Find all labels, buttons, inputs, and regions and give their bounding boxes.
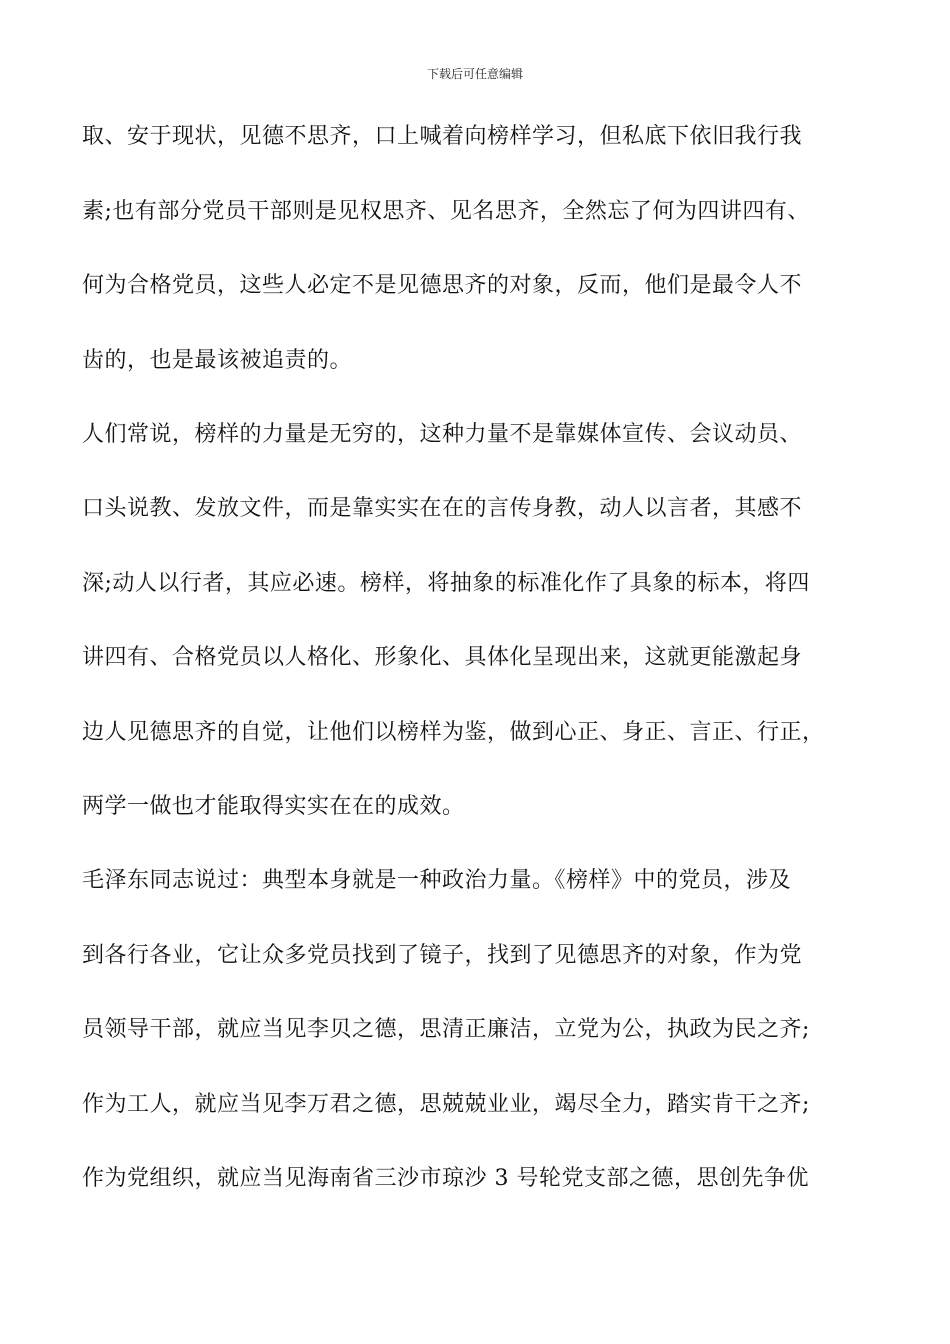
text-line: 齿的，也是最该被追责的。 [82,348,353,373]
text-line: 作为工人，就应当见李万君之德，思兢兢业业，竭尽全力，踏实肯干之齐; [82,1092,810,1117]
text-line: 深;动人以行者，其应必速。榜样，将抽象的标准化作了具象的标本，将四 [82,571,810,596]
page-header: 下载后可任意编辑 [426,67,523,81]
text-line: 员领导干部，就应当见李贝之德，思清正廉洁，立党为公，执政为民之齐; [82,1017,810,1042]
text-line: 素;也有部分党员干部则是见权思齐、见名思齐，全然忘了何为四讲四有、 [82,199,810,224]
text-line: 何为合格党员，这些人必定不是见德思齐的对象，反而，他们是最令人不 [82,273,803,298]
text-line: 取、安于现状，见德不思齐，口上喊着向榜样学习，但私底下依旧我行我 [82,124,803,149]
text-line: 两学一做也才能取得实实在在的成效。 [82,794,465,819]
text-line: 边人见德思齐的自觉，让他们以榜样为鉴，做到心正、身正、言正、行正， [82,720,825,745]
text-line: 口头说教、发放文件，而是靠实实在在的言传身教，动人以言者，其感不 [82,496,803,521]
text-line: 人们常说，榜样的力量是无穷的，这种力量不是靠媒体宣传、会议动员、 [82,422,803,447]
text-line: 作为党组织，就应当见海南省三沙市琼沙 3 号轮党支部之德，思创先争优 [82,1166,809,1191]
text-line: 讲四有、合格党员以人格化、形象化、具体化呈现出来，这就更能激起身 [82,645,803,670]
text-line: 毛泽东同志说过：典型本身就是一种政治力量。《榜样》中的党员，涉及 [82,868,792,893]
text-line: 到各行各业，它让众多党员找到了镜子，找到了见德思齐的对象，作为党 [82,943,803,968]
